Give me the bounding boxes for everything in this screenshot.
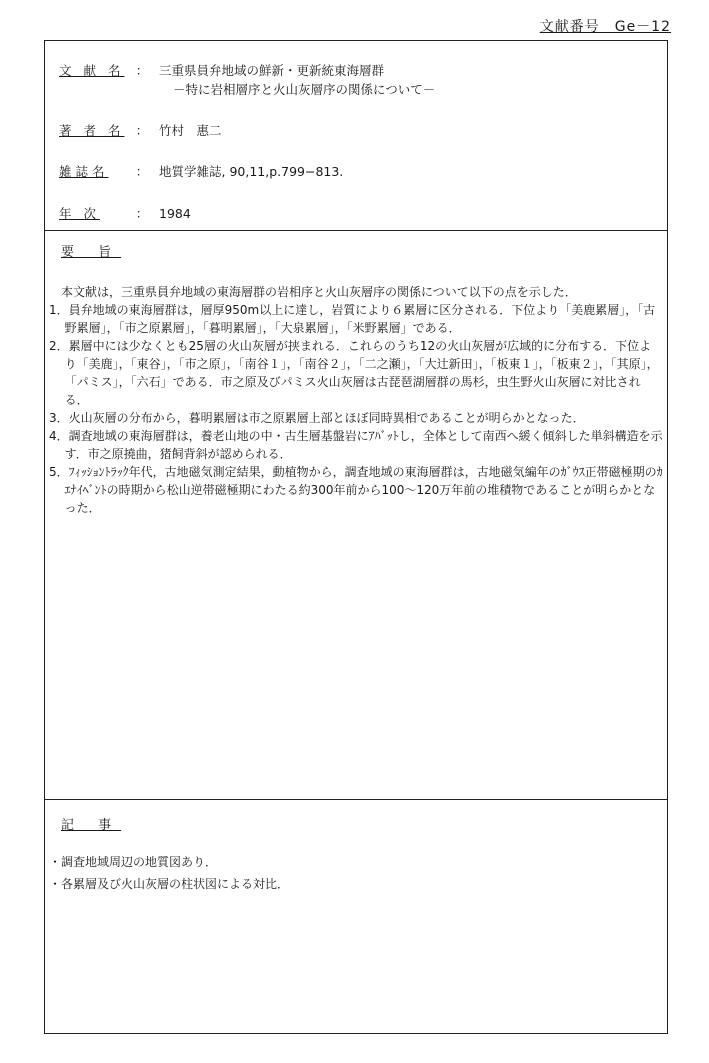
- document-number: 文献番号 Ge－12: [539, 19, 671, 35]
- year-colon: ：: [135, 206, 149, 221]
- meta-divider: [45, 230, 667, 231]
- notes-body: [49, 851, 663, 895]
- author-row: [59, 121, 222, 140]
- summary-heading: 要 旨: [61, 245, 122, 260]
- document-subtitle: －特に岩相層序と火山灰層序の関係について－: [173, 82, 436, 97]
- note-item-2: ・各累層及び火山灰層の柱状図による対比．: [49, 877, 290, 891]
- title-label: 文 献 名: [59, 63, 125, 78]
- note-item-1: ・調査地域周辺の地質図あり．: [49, 855, 218, 869]
- journal-label: 雑誌名: [59, 164, 109, 179]
- author-colon: ：: [135, 123, 149, 138]
- summary-item-4: 4．調査地域の東海層群は，養老山地の中・古生層基盤岩にｱﾊﾞｯﾄし，全体として南西へ緩く傾斜した単斜構造を示す．市之原撓曲，猪飼背斜が認められる．: [49, 429, 663, 461]
- summary-item-5: 5．ﾌｨｯｼｮﾝﾄﾗｯｸ年代，古地磁気測定結果，動植物から，調査地域の東海層群は，古地磁気編年のｶﾞｳｽ正帯磁極期のｶｴﾅｲﾍﾞﾝﾄの時期から松山逆帯磁極期にわたる約300年前から100～120万年前の堆積物であることが明らかとなった．: [49, 465, 663, 515]
- year-label: 年 次: [59, 206, 100, 221]
- notes-heading: 記 事: [61, 818, 122, 833]
- publication-year: 1984: [159, 206, 191, 221]
- summary-item-2: 2．累層中には少なくとも25層の火山灰層が挟まれる．これらのうち12の火山灰層が広域的に分布する．下位より「美鹿」，「東谷」，「市之原」，「南谷１」，「南谷２」，「二之瀬」，「大辻新田」，「板東１」，「板東２」，「其原」，「パミス」，「六石」である．市之原及びパミス火山灰層は古琵琶湖層群の馬杉，虫生野火山灰層に対比される．: [49, 339, 659, 407]
- journal-colon: ：: [135, 164, 149, 179]
- notes-divider: [45, 799, 667, 800]
- year-row: [59, 204, 191, 223]
- document-title: 三重県員弁地域の鮮新・更新統東海層群: [159, 63, 385, 78]
- author-label: 著 者 名: [59, 123, 125, 138]
- title-colon: ：: [135, 63, 149, 78]
- summary-item-3: 3．火山灰層の分布から，暮明累層は市之原累層上部とほぼ同時異相であることが明らかとなった．: [49, 411, 585, 425]
- journal-citation: 地質学雑誌, 90,11,p.799−813.: [159, 164, 344, 179]
- title-row: [59, 61, 436, 97]
- summary-body: [49, 283, 663, 517]
- summary-item-1: 1．員弁地域の東海層群は，層厚950m以上に達し，岩質により６累層に区分される．下位より「美鹿累層」，「古野累層」，「市之原累層」，「暮明累層」，「大泉累層」，「米野累層」である．: [49, 303, 656, 335]
- document-frame: [44, 40, 668, 1034]
- author-name: 竹村 惠二: [159, 123, 222, 138]
- journal-row: [59, 162, 344, 181]
- summary-intro: 本文献は，三重県員弁地域の東海層群の岩相序と火山灰層序の関係について以下の点を示した．: [61, 285, 577, 299]
